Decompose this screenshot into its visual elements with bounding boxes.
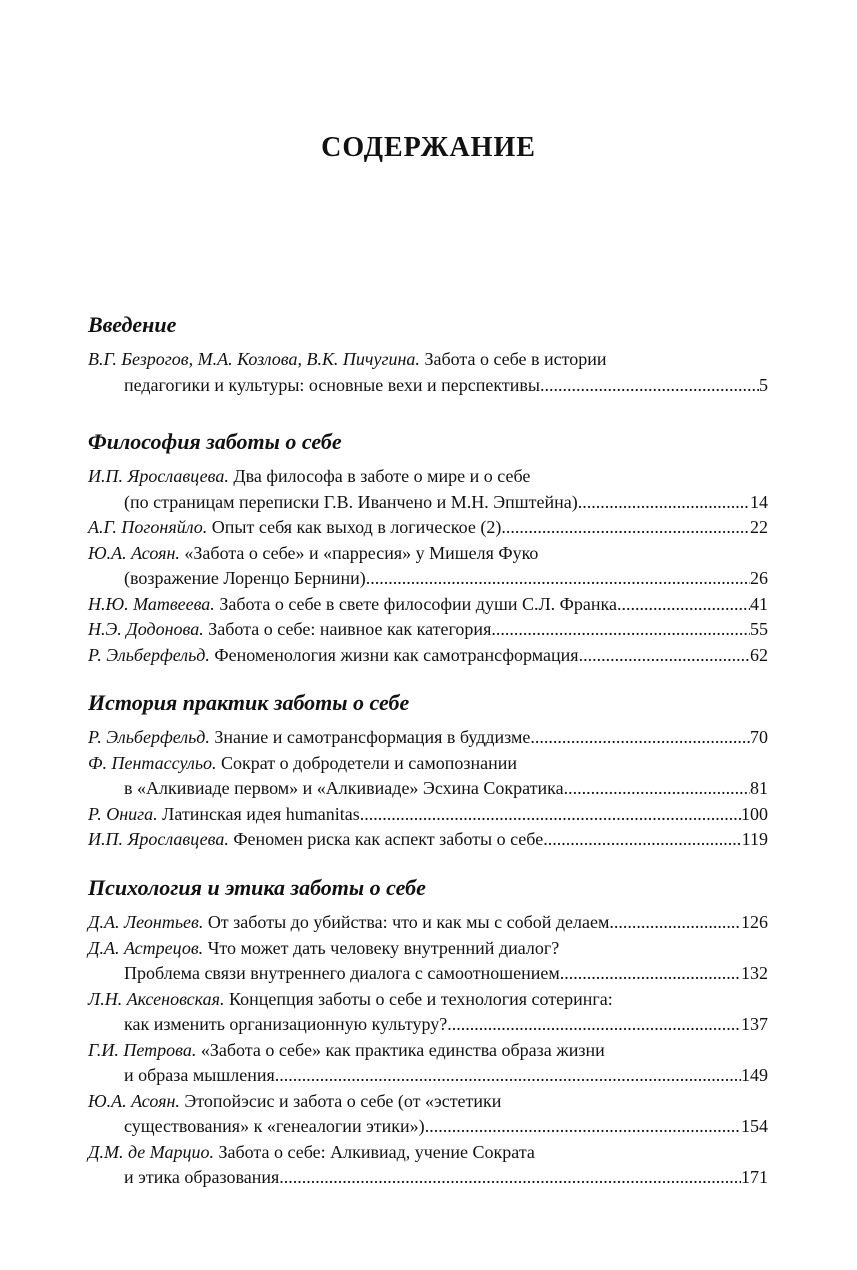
entry-title-continued: (по страницам переписки Г.В. Иванчено и М.Н. Эпштейна)	[124, 491, 578, 512]
toc-entry[interactable]	[88, 827, 768, 853]
dot-leader	[530, 725, 750, 751]
toc-entry[interactable]	[88, 751, 768, 802]
entry-author: Г.И. Петрова.	[88, 1039, 197, 1060]
dot-leader	[560, 961, 741, 987]
entry-author: Р. Онига.	[88, 803, 158, 824]
entry-title: «Забота о себе» и «парресия» у Мишеля Фуко	[184, 542, 539, 563]
entry-page-number: 70	[750, 727, 768, 747]
toc-entry[interactable]	[88, 1140, 768, 1191]
entry-author: Р. Эльберфельд.	[88, 727, 210, 747]
entry-title-continued: педагогики и культуры: основные вехи и перспективы	[124, 374, 540, 395]
dot-leader	[578, 490, 750, 516]
entry-author: Ю.А. Асоян.	[88, 542, 180, 563]
entry-page-number: 41	[750, 593, 768, 614]
entry-title-continued: как изменить организационную культуру?	[124, 1014, 448, 1034]
toc-entry[interactable]	[88, 1038, 768, 1089]
dot-leader	[564, 776, 750, 802]
entry-title: Феноменология жизни как самотрансформация	[214, 644, 579, 665]
toc-entry[interactable]	[88, 1089, 768, 1140]
dot-leader	[609, 910, 741, 936]
entry-author: Н.Ю. Матвеева.	[88, 593, 215, 614]
toc-entry[interactable]	[88, 936, 768, 987]
toc-entry[interactable]	[88, 725, 768, 751]
dot-leader	[275, 1063, 741, 1089]
dot-leader	[447, 1012, 741, 1038]
entry-title: Знание и самотрансформация в буддизме	[214, 727, 531, 747]
toc-entry[interactable]	[88, 515, 768, 541]
dot-leader	[425, 1114, 741, 1140]
toc-section-history	[88, 688, 768, 853]
entry-author: Н.Э. Додонова.	[88, 619, 204, 639]
entry-title: От заботы до убийства: что и как мы с собой делаем	[207, 912, 610, 932]
entry-title: Сократ о добродетели и самопознании	[221, 752, 518, 773]
entry-page-number: 100	[741, 803, 768, 824]
dot-leader	[540, 373, 759, 399]
entry-page-number: 26	[750, 568, 768, 588]
toc-section-psychology	[88, 873, 768, 1191]
entry-title-continued: и этика образования	[124, 1167, 280, 1187]
entry-author: Р. Эльберфельд.	[88, 644, 210, 665]
entry-author: Л.Н. Аксеновская.	[88, 988, 225, 1009]
section-title: Введение	[88, 312, 177, 337]
entry-page-number: 62	[750, 644, 768, 665]
entry-page-number: 119	[741, 829, 768, 849]
entry-title: Феномен риска как аспект заботы о себе	[233, 829, 544, 849]
entry-title-continued: в «Алкивиаде первом» и «Алкивиаде» Эсхина Сократика	[124, 778, 564, 798]
entry-author: Ю.А. Асоян.	[88, 1090, 180, 1111]
entry-page-number: 149	[741, 1065, 768, 1085]
entry-title: Забота о себе: Алкивиад, учение Сократа	[218, 1141, 535, 1162]
toc-section-philosophy	[88, 427, 768, 668]
entry-title: «Забота о себе» как практика единства образа жизни	[200, 1039, 605, 1060]
toc-entry[interactable]	[88, 643, 768, 669]
entry-page-number: 14	[750, 491, 768, 512]
toc-section-introduction	[88, 310, 768, 398]
entry-title: Забота о себе: наивное как категория	[208, 619, 492, 639]
entry-title-continued: и образа мышления	[124, 1065, 275, 1085]
entry-title-continued: существования» к «генеалогии этики»)	[124, 1116, 425, 1136]
entry-title: Что может дать человеку внутренний диалог?	[207, 937, 560, 958]
entry-author: И.П. Ярославцева.	[88, 466, 229, 486]
dot-leader	[579, 643, 750, 669]
entry-page-number: 81	[750, 778, 768, 798]
entry-title: Этопойэсис и забота о себе (от «эстетики	[184, 1090, 502, 1111]
dot-leader	[279, 1165, 741, 1191]
section-title: История практик заботы о себе	[88, 690, 410, 715]
entry-page-number: 5	[759, 374, 768, 395]
entry-page-number: 137	[741, 1014, 768, 1034]
entry-author: Д.А. Астрецов.	[88, 937, 204, 958]
entry-page-number: 55	[750, 619, 768, 639]
section-title: Психология и этика заботы о себе	[88, 875, 426, 900]
entry-title: Два философа в заботе о мире и о себе	[233, 466, 531, 486]
toc-entry[interactable]	[88, 347, 768, 398]
entry-page-number: 22	[750, 517, 768, 537]
dot-leader	[491, 617, 750, 643]
entry-page-number: 171	[741, 1167, 768, 1187]
entry-page-number: 126	[741, 912, 768, 932]
entry-author: И.П. Ярославцева.	[88, 829, 229, 849]
entry-title-continued: (возражение Лоренцо Бернини)	[124, 568, 366, 588]
toc-entry[interactable]	[88, 802, 768, 828]
entry-title: Забота о себе в свете философии души С.Л. Франка	[219, 593, 617, 614]
entry-title: Опыт себя как выход в логическое (2)	[211, 517, 502, 537]
dot-leader	[360, 802, 741, 828]
dot-leader	[501, 515, 750, 541]
page-title: СОДЕРЖАНИЕ	[321, 132, 536, 163]
entry-title: Латинская идея humanitas	[162, 803, 360, 824]
entry-title: Концепция заботы о себе и технология сотеринга:	[229, 988, 613, 1009]
toc-entry[interactable]	[88, 592, 768, 618]
entry-author: Ф. Пентассульо.	[88, 752, 217, 773]
toc-entry[interactable]	[88, 617, 768, 643]
entry-title-continued: Проблема связи внутреннего диалога с самоотношением	[124, 963, 560, 983]
toc-entry[interactable]	[88, 541, 768, 592]
toc-entry[interactable]	[88, 464, 768, 515]
entry-title: Забота о себе в истории	[424, 349, 607, 369]
dot-leader	[617, 592, 750, 618]
toc-entry[interactable]	[88, 910, 768, 936]
entry-page-number: 154	[741, 1116, 768, 1136]
toc-entry[interactable]	[88, 987, 768, 1038]
dot-leader	[366, 566, 750, 592]
dot-leader	[543, 827, 741, 853]
entry-author: В.Г. Безрогов, М.А. Козлова, В.К. Пичугина.	[88, 349, 420, 369]
entry-page-number: 132	[741, 963, 768, 983]
entry-author: Д.М. де Марцио.	[88, 1141, 214, 1162]
section-title: Философия заботы о себе	[88, 429, 342, 454]
entry-author: А.Г. Погоняйло.	[88, 517, 208, 537]
entry-author: Д.А. Леонтьев.	[88, 912, 204, 932]
